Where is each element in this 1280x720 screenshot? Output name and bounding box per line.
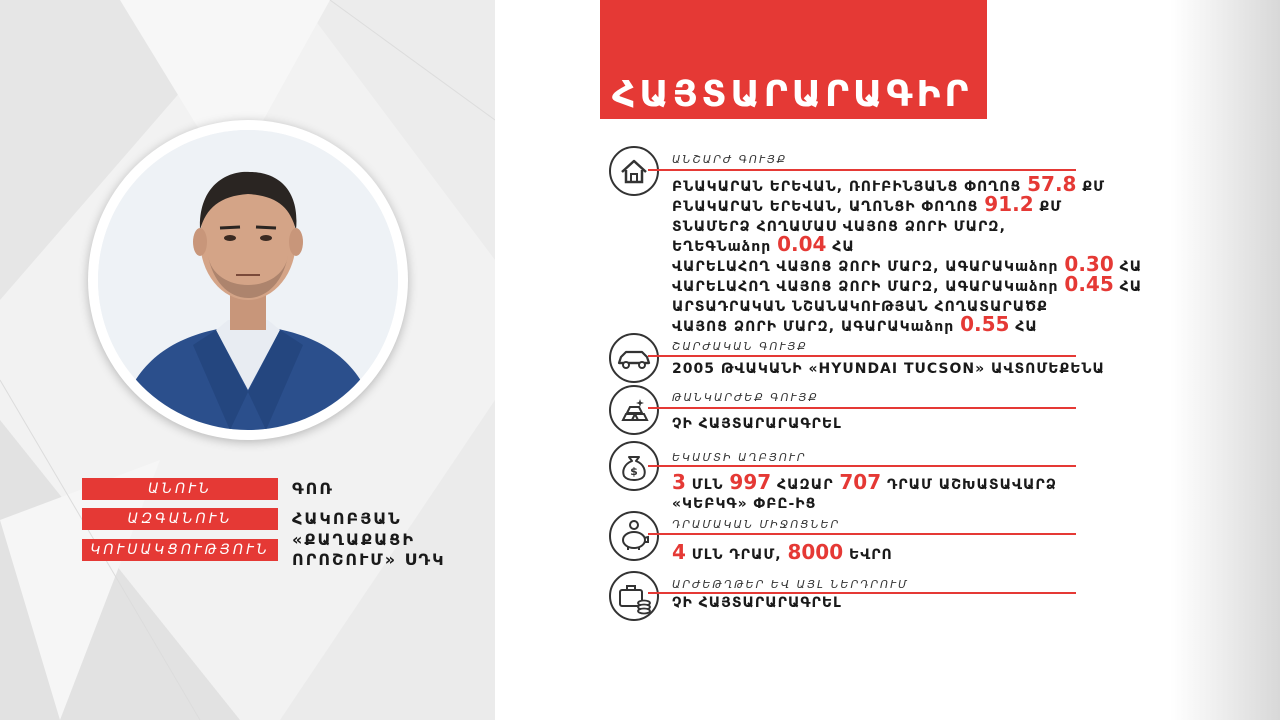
real-estate-item: ԵՂԵԳՆաձոր 0.04 ՀԱ — [672, 232, 855, 256]
portrait-photo — [98, 130, 398, 430]
party-value — [292, 530, 445, 570]
svg-text:$: $ — [630, 465, 638, 478]
portrait-illustration — [98, 130, 398, 430]
party-value-line-1: «ՔԱՂԱՔԱՑԻ — [292, 530, 415, 549]
movable-text: 2005 ԹՎԱԿԱՆԻ «HYUNDAI TUCSON» ԱՎՏՈՄԵՔԵՆԱ — [672, 361, 1105, 377]
valuables-divider — [648, 407, 1076, 409]
real-estate-divider — [648, 169, 1076, 171]
income-line-1: 3 ՄԼՆ 997 ՀԱԶԱՐ 707 ԴՐԱՄ ԱՇԽԱՏԱՎԱՐՁ — [672, 470, 1057, 494]
briefcase-coins-icon — [608, 570, 660, 622]
name-label: ԱՆՈՒՆ — [82, 478, 278, 500]
movable-label: ՇԱՐԺԱԿԱՆ ԳՈՒՅՔ — [672, 340, 808, 353]
cash-divider — [648, 533, 1076, 535]
name-value: ԳՈՌ — [292, 479, 334, 498]
house-icon — [608, 145, 660, 197]
gold-bars-icon — [608, 384, 660, 436]
piggy-bank-icon — [608, 510, 660, 562]
real-estate-list — [672, 174, 1142, 334]
income-text — [672, 470, 1057, 514]
real-estate-item: ՏՆԱՄԵՐՁ ՀՈՂԱՄԱՍ ՎԱՅՈՑ ՁՈՐԻ ՄԱՐԶ, — [672, 219, 1006, 235]
party-value-line-2: ՈՐՈՇՈՒՄ» ՍԴԿ — [292, 550, 446, 569]
surname-label: ԱԶԳԱՆՈՒՆ — [82, 508, 278, 530]
real-estate-item: ՎԱՅՈՑ ՁՈՐԻ ՄԱՐԶ, ԱԳԱՐԱԿաձոր 0.55 ՀԱ — [672, 312, 1038, 336]
real-estate-item: ԲՆԱԿԱՐԱՆ ԵՐԵՎԱՆ, ՌՈՒԲԻՆՅԱՆՑ ՓՈՂՈՑ 57.8 ՔՄ — [672, 172, 1106, 196]
party-label: ԿՈՒՍԱԿՑՈՒԹՅՈՒՆ — [82, 539, 278, 561]
income-line-2: «ԿԵԲԿԳ» ՓԲԸ-ԻՑ — [672, 496, 817, 512]
income-label: ԵԿԱՄՏԻ ԱՂԲՅՈՒՐ — [672, 451, 807, 464]
avatar — [88, 120, 408, 440]
securities-text: ՉԻ ՀԱՅՏԱՐԱՐԱԳՐԵԼ — [672, 595, 842, 611]
car-icon — [608, 332, 660, 384]
cash-label: ԴՐԱՄԱԿԱՆ ՄԻՋՈՑՆԵՐ — [672, 518, 841, 531]
income-divider — [648, 465, 1076, 467]
page-title: ՀԱՅՏԱՐԱՐԱԳԻՐ — [612, 74, 973, 115]
real-estate-item: ԲՆԱԿԱՐԱՆ ԵՐԵՎԱՆ, ԱՂՈՆՑԻ ՓՈՂՈՑ 91.2 ՔՄ — [672, 192, 1063, 216]
cash-text: 4 ՄԼՆ ԴՐԱՄ, 8000 ԵՎՐՈ — [672, 540, 893, 564]
surname-value: ՀԱԿՈԲՅԱՆ — [292, 509, 402, 528]
real-estate-label: ԱՆՇԱՐԺ ԳՈՒՅՔ — [672, 153, 788, 166]
valuables-label: ԹԱՆԿԱՐԺԵՔ ԳՈՒՅՔ — [672, 391, 819, 404]
valuables-text: ՉԻ ՀԱՅՏԱՐԱՐԱԳՐԵԼ — [672, 416, 842, 432]
panel-edge-shadow — [1170, 0, 1280, 720]
real-estate-item: ՎԱՐԵԼԱՀՈՂ ՎԱՅՈՑ ՁՈՐԻ ՄԱՐԶ, ԱԳԱՐԱԿաձոր 0.45 ՀԱ — [672, 272, 1143, 296]
real-estate-item: ԱՐՏԱԴՐԱԿԱՆ ՆՇԱՆԱԿՈՒԹՅԱՆ ՀՈՂԱՏԱՐԱԾՔ — [672, 299, 1048, 315]
real-estate-item: ՎԱՐԵԼԱՀՈՂ ՎԱՅՈՑ ՁՈՐԻ ՄԱՐԶ, ԱԳԱՐԱԿաձոր 0.30 ՀԱ — [672, 252, 1143, 276]
securities-label: ԱՐԺԵԹՂԹԵՐ ԵՎ ԱՅԼ ՆԵՐԴՐՈՒՄ — [672, 578, 909, 591]
movable-divider — [648, 355, 1076, 357]
